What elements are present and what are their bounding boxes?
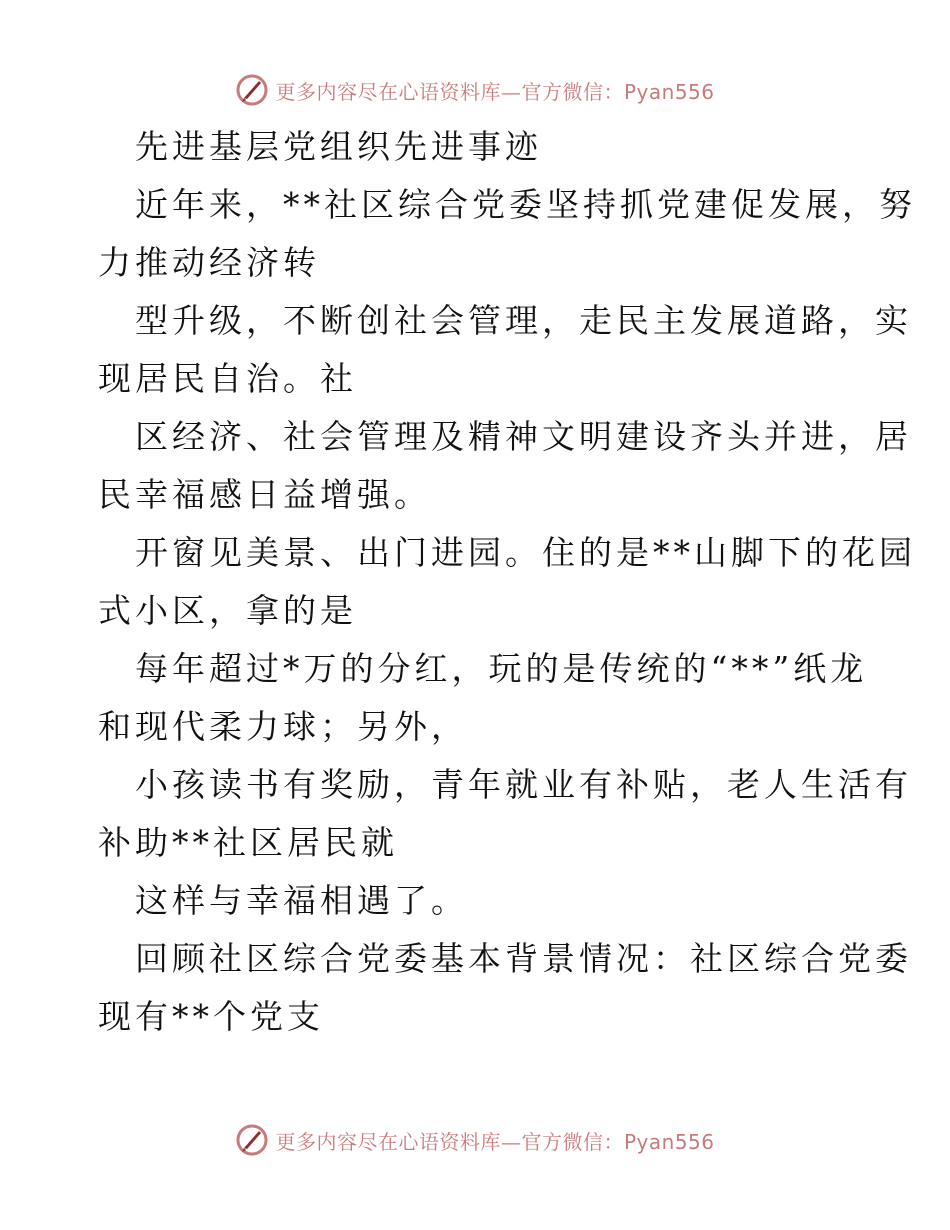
wechat-handle: Pyan556 bbox=[623, 79, 715, 104]
text-line: 补助**社区居民就 bbox=[98, 823, 398, 862]
text-line: 民幸福感日益增强。 bbox=[98, 475, 431, 514]
text-line: 型升级，不断创社会管理，走民主发展道路，实 bbox=[135, 301, 912, 340]
text-line: 现居民自治。社 bbox=[98, 359, 357, 398]
text-line: 回顾社区综合党委基本背景情况：社区综合党委 bbox=[135, 939, 912, 978]
text-line: 区经济、社会管理及精神文明建设齐头并进，居 bbox=[135, 417, 912, 456]
text-line: 力推动经济转 bbox=[98, 243, 320, 282]
text-line: 和现代柔力球；另外， bbox=[98, 707, 468, 746]
document-title: 先进基层党组织先进事迹 bbox=[135, 127, 542, 166]
text-line: 式小区，拿的是 bbox=[98, 591, 357, 630]
text-line: 这样与幸福相遇了。 bbox=[135, 881, 468, 920]
header-watermark bbox=[0, 70, 950, 110]
text-line: 小孩读书有奖励，青年就业有补贴，老人生活有 bbox=[135, 765, 912, 804]
wechat-handle: Pyan556 bbox=[623, 1129, 715, 1154]
quill-circle-logo-icon bbox=[235, 73, 269, 107]
text-line: 现有**个党支 bbox=[98, 997, 324, 1036]
footer-watermark bbox=[0, 1120, 950, 1160]
text-line: 每年超过*万的分红，玩的是传统的“**”纸龙 bbox=[135, 649, 868, 688]
text-line: 开窗见美景、出门进园。住的是**山脚下的花园 bbox=[135, 533, 916, 572]
watermark-text: 更多内容尽在心语资料库—官方微信：Pyan556 bbox=[275, 79, 715, 104]
quill-circle-logo-icon bbox=[235, 1123, 269, 1157]
text-line: 近年来，**社区综合党委坚持抓党建促发展，努 bbox=[135, 185, 916, 224]
document-body bbox=[98, 118, 916, 1046]
watermark-text: 更多内容尽在心语资料库—官方微信：Pyan556 bbox=[275, 1129, 715, 1154]
